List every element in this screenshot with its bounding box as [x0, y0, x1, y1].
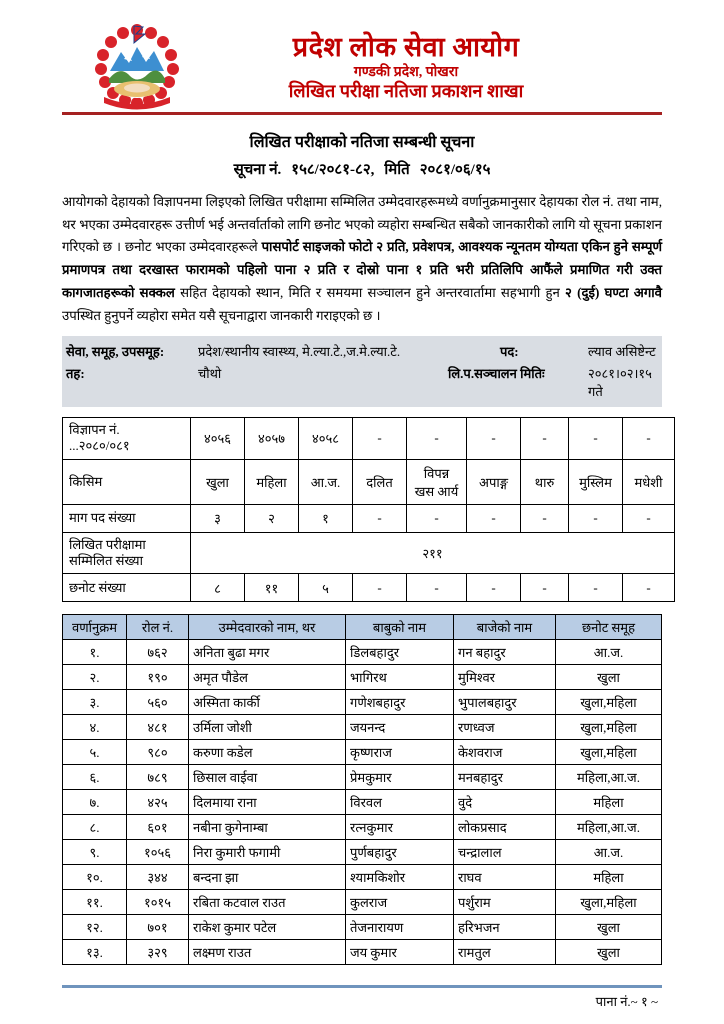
- ad-number-label-line1: विज्ञापन नं.: [69, 422, 120, 438]
- candidate-table-body: [63, 640, 662, 965]
- selected-cell: -: [623, 574, 675, 602]
- table-row: [63, 790, 662, 815]
- category-text: महिला: [256, 474, 287, 490]
- cell-grandfather: हरिभजन: [454, 915, 556, 940]
- cell-father: विरवल: [346, 790, 454, 815]
- selected-row: [63, 574, 675, 602]
- cell-name: नबीना कुगेनाम्बा: [189, 815, 346, 840]
- demand-cell: -: [569, 504, 623, 532]
- exam-date-value: २०८१।०२।१५ गते: [588, 366, 652, 400]
- document-header: [62, 0, 662, 104]
- service-info-band: [62, 336, 662, 407]
- table-row: [63, 665, 662, 690]
- selected-cell: ८: [191, 574, 245, 602]
- cell-name: रबिता कटवाल राउत: [189, 890, 346, 915]
- cell-father: डिलबहादुर: [346, 640, 454, 665]
- level-examdate-row: [66, 362, 658, 402]
- cell-group: खुला: [556, 940, 662, 965]
- cell-name: निरा कुमारी फगामी: [189, 840, 346, 865]
- candidate-list-table: [62, 614, 662, 965]
- notice-number-label: सूचना नं.: [233, 162, 282, 178]
- cell-father: गणेशबहादुर: [346, 690, 454, 715]
- appeared-row: [63, 532, 675, 574]
- cell-group: खुला: [556, 915, 662, 940]
- cell-roll: ५६०: [127, 690, 189, 715]
- notice-date-value: २०८१/०६/१५: [419, 162, 491, 178]
- cell-father: प्रेमकुमार: [346, 765, 454, 790]
- cell-name: दिलमाया राना: [189, 790, 346, 815]
- cell-roll: ३४४: [127, 865, 189, 890]
- column-header-group: छनोट समूह: [556, 615, 662, 640]
- category-cell: [623, 459, 675, 504]
- category-label: किसिम: [63, 459, 191, 504]
- selected-cell: -: [353, 574, 407, 602]
- category-text: थारु: [534, 474, 555, 490]
- cell-grandfather: पर्शुराम: [454, 890, 556, 915]
- cell-roll: १०५६: [127, 840, 189, 865]
- cell-roll: ९८०: [127, 740, 189, 765]
- ad-number-cell: ४०५८: [299, 418, 353, 460]
- cell-father: तेजनारायण: [346, 915, 454, 940]
- cell-serial: ९.: [63, 840, 127, 865]
- cell-father: रत्नकुमार: [346, 815, 454, 840]
- ad-number-cell: -: [569, 418, 623, 460]
- paragraph-bold-time: २ (दुई) घण्टा अगावै: [565, 284, 662, 300]
- notice-number-line: [62, 159, 662, 179]
- category-text: दलित: [366, 474, 393, 490]
- nepal-emblem-icon: [94, 21, 180, 113]
- cell-name: छिसाल वाईवा: [189, 765, 346, 790]
- table-row: [63, 840, 662, 865]
- exam-date-label: लि.प.सञ्चालन मितिः: [448, 366, 545, 382]
- table-row: [63, 640, 662, 665]
- cell-roll: ७०१: [127, 915, 189, 940]
- cell-serial: १०.: [63, 865, 127, 890]
- level-label: तह:: [66, 366, 85, 382]
- appeared-label-line1: लिखित परीक्षामा: [69, 536, 146, 552]
- candidate-table-header-row: [63, 615, 662, 640]
- cell-serial: ५.: [63, 740, 127, 765]
- post-label: पद:: [500, 344, 519, 360]
- organization-name: प्रदेश लोक सेवा आयोग: [292, 32, 520, 63]
- cell-grandfather: राघव: [454, 865, 556, 890]
- demand-cell: -: [407, 504, 467, 532]
- demand-row: [63, 504, 675, 532]
- document-footer: [62, 985, 662, 1010]
- cell-name: बन्दना झा: [189, 865, 346, 890]
- category-text: अपाङ्ग: [479, 474, 508, 490]
- cell-roll: ७८९: [127, 765, 189, 790]
- demand-cell: -: [521, 504, 569, 532]
- selected-cell: -: [467, 574, 521, 602]
- cell-group: खुला,महिला: [556, 715, 662, 740]
- cell-serial: २.: [63, 665, 127, 690]
- cell-grandfather: रामतुल: [454, 940, 556, 965]
- cell-name: राकेश कुमार पटेल: [189, 915, 346, 940]
- cell-serial: ७.: [63, 790, 127, 815]
- ad-number-cell: ४०५७: [245, 418, 299, 460]
- table-row: [63, 740, 662, 765]
- table-row: [63, 915, 662, 940]
- cell-roll: १९०: [127, 665, 189, 690]
- cell-roll: ४८१: [127, 715, 189, 740]
- organization-department: लिखित परीक्षा नतिजा प्रकाशन शाखा: [288, 81, 524, 102]
- cell-name: अस्मिता कार्की: [189, 690, 346, 715]
- column-header-roll: रोल नं.: [127, 615, 189, 640]
- selected-cell: ११: [245, 574, 299, 602]
- service-label: सेवा, समूह, उपसमूह:: [66, 344, 165, 360]
- cell-group: खुला,महिला: [556, 690, 662, 715]
- cell-father: भागिरथ: [346, 665, 454, 690]
- column-header-name: उम्मेदवारको नाम, थर: [189, 615, 346, 640]
- category-text: विपन्न: [423, 465, 450, 481]
- cell-serial: ३.: [63, 690, 127, 715]
- table-row: [63, 715, 662, 740]
- cell-group: महिला,आ.ज.: [556, 765, 662, 790]
- cell-roll: ३२९: [127, 940, 189, 965]
- demand-cell: ३: [191, 504, 245, 532]
- selected-cell: -: [569, 574, 623, 602]
- demand-cell: २: [245, 504, 299, 532]
- table-row: [63, 765, 662, 790]
- cell-group: महिला: [556, 865, 662, 890]
- cell-group: आ.ज.: [556, 840, 662, 865]
- column-header-grandfather: बाजेको नाम: [454, 615, 556, 640]
- cell-serial: ६.: [63, 765, 127, 790]
- service-post-row: [66, 340, 658, 362]
- ad-number-cell: -: [353, 418, 407, 460]
- cell-grandfather: भुपालबहादुर: [454, 690, 556, 715]
- cell-group: खुला,महिला: [556, 740, 662, 765]
- cell-roll: ४२५: [127, 790, 189, 815]
- ad-number-cell: -: [407, 418, 467, 460]
- category-cell: [299, 459, 353, 504]
- category-cell: [569, 459, 623, 504]
- paragraph-segment-2: सहित देहायको स्थान, मिति र समयमा सञ्चालन हुने अन्तरवार्तामा सहभागी हुन: [174, 284, 566, 300]
- table-row: [63, 890, 662, 915]
- cell-group: आ.ज.: [556, 640, 662, 665]
- post-value: ल्याव असिष्टेन्ट: [588, 344, 656, 360]
- cell-name: अनिता बुढा मगर: [189, 640, 346, 665]
- category-text: खुला: [206, 474, 229, 490]
- ad-number-label-line2: ...२०८०/०८१: [69, 438, 130, 454]
- cell-grandfather: चन्द्रालाल: [454, 840, 556, 865]
- ad-number-label: [63, 418, 191, 460]
- service-value: प्रदेश/स्थानीय स्वास्थ्य, मे.ल्या.टे.,ज.मे.ल्या.टे.: [198, 344, 401, 360]
- cell-grandfather: रणध्वज: [454, 715, 556, 740]
- advertisement-summary-table: [62, 417, 675, 602]
- selected-cell: ५: [299, 574, 353, 602]
- category-cell: [407, 459, 467, 504]
- cell-grandfather: वुदे: [454, 790, 556, 815]
- demand-label: माग पद संख्या: [63, 504, 191, 532]
- notice-body-paragraph: [62, 191, 662, 327]
- category-cell: [467, 459, 521, 504]
- selected-label: छनोट संख्या: [63, 574, 191, 602]
- demand-cell: -: [623, 504, 675, 532]
- page-number: पाना नं.~ १ ~: [595, 994, 658, 1009]
- organization-location: गण्डकी प्रदेश, पोखरा: [353, 64, 459, 80]
- cell-group: खुला: [556, 665, 662, 690]
- cell-group: महिला,आ.ज.: [556, 815, 662, 840]
- notice-date-label: मिति: [384, 162, 410, 178]
- cell-serial: १.: [63, 640, 127, 665]
- cell-father: जय कुमार: [346, 940, 454, 965]
- cell-grandfather: मनबहादुर: [454, 765, 556, 790]
- cell-grandfather: केशवराज: [454, 740, 556, 765]
- selected-cell: -: [521, 574, 569, 602]
- ad-number-cell: -: [623, 418, 675, 460]
- cell-name: लक्ष्मण राउत: [189, 940, 346, 965]
- cell-father: जयनन्द: [346, 715, 454, 740]
- appeared-total-cell: २११: [191, 532, 675, 574]
- paragraph-bold-requirements: पासपोर्ट साइजको फोटो २ प्रति, प्रवेशपत्र, आवश्यक न्यूनतम योग्यता एकिन हुने सम्पूर्ण प्रमाणपत्र तथा दरखास्त फारामको पहिलो पाना २ प्रति र दोस्रो पाना १ प्रति भरी प्रतिलिपि आफैंले प्रमाणित गरी उक्त कागजातहरूको सक्कल: [62, 239, 662, 300]
- cell-group: महिला: [556, 790, 662, 815]
- cell-name: अमृत पौडेल: [189, 665, 346, 690]
- cell-serial: ८.: [63, 815, 127, 840]
- cell-roll: १०१५: [127, 890, 189, 915]
- footer-divider: [62, 985, 662, 988]
- demand-cell: १: [299, 504, 353, 532]
- ad-number-row: [63, 418, 675, 460]
- column-header-serial: वर्णानुक्रम: [63, 615, 127, 640]
- table-row: [63, 690, 662, 715]
- cell-roll: ७६२: [127, 640, 189, 665]
- paragraph-segment-1: आयोगको देहायको विज्ञापनमा लिइएको लिखित परीक्षामा सम्मिलित उम्मेदवारहरूमध्ये वर्णानुक्रमानुसार देहायका रोल नं. तथा नाम, थर भएका उम्मेदवारहरू उत्तीर्ण भई अन्तर्वार्ताको लागि छनोट भएको व्यहोरा सम्बन्धित सबैको जानकारीको लागि यो सूचना प्रकाशन गरिएको छ । छनोट भएका उम्मेदवारहरूले: [62, 194, 662, 255]
- category-text: खस आर्य: [414, 483, 459, 499]
- cell-father: कुलराज: [346, 890, 454, 915]
- cell-group: खुला,महिला: [556, 890, 662, 915]
- cell-grandfather: गन बहादुर: [454, 640, 556, 665]
- category-row: [63, 459, 675, 504]
- cell-father: श्यामकिशोर: [346, 865, 454, 890]
- cell-roll: ६०१: [127, 815, 189, 840]
- category-text: मधेशी: [634, 474, 663, 490]
- category-cell: [191, 459, 245, 504]
- appeared-label-line2: सम्मिलित संख्या: [69, 552, 143, 568]
- ad-number-cell: -: [521, 418, 569, 460]
- ad-number-cell: -: [467, 418, 521, 460]
- header-title-block: [150, 32, 662, 101]
- paragraph-segment-3: उपस्थित हुनुपर्ने व्यहोरा समेत यसै सूचनाद्वारा जानकारी गराइएको छ ।: [62, 307, 381, 323]
- category-cell: [521, 459, 569, 504]
- cell-grandfather: लोकप्रसाद: [454, 815, 556, 840]
- table-row: [63, 865, 662, 890]
- category-text: मुस्लिम: [579, 474, 612, 490]
- cell-grandfather: मुमिश्वर: [454, 665, 556, 690]
- cell-serial: १३.: [63, 940, 127, 965]
- table-row: [63, 940, 662, 965]
- demand-cell: -: [353, 504, 407, 532]
- cell-name: उर्मिला जोशी: [189, 715, 346, 740]
- cell-father: पुर्णबहादुर: [346, 840, 454, 865]
- cell-serial: १२.: [63, 915, 127, 940]
- cell-serial: ११.: [63, 890, 127, 915]
- appeared-label: [63, 532, 191, 574]
- category-text: आ.ज.: [310, 474, 341, 490]
- level-value: चौथो: [198, 366, 222, 382]
- notice-title: लिखित परीक्षाको नतिजा सम्बन्धी सूचना: [249, 134, 475, 151]
- ad-number-cell: ४०५६: [191, 418, 245, 460]
- cell-name: करुणा कडेल: [189, 740, 346, 765]
- table-row: [63, 815, 662, 840]
- cell-father: कृष्णराज: [346, 740, 454, 765]
- category-cell: [245, 459, 299, 504]
- column-header-father: बाबुको नाम: [346, 615, 454, 640]
- cell-serial: ४.: [63, 715, 127, 740]
- notice-number-value: १५८/२०८१-८२,: [291, 162, 375, 178]
- demand-cell: -: [467, 504, 521, 532]
- selected-cell: -: [407, 574, 467, 602]
- category-cell: [353, 459, 407, 504]
